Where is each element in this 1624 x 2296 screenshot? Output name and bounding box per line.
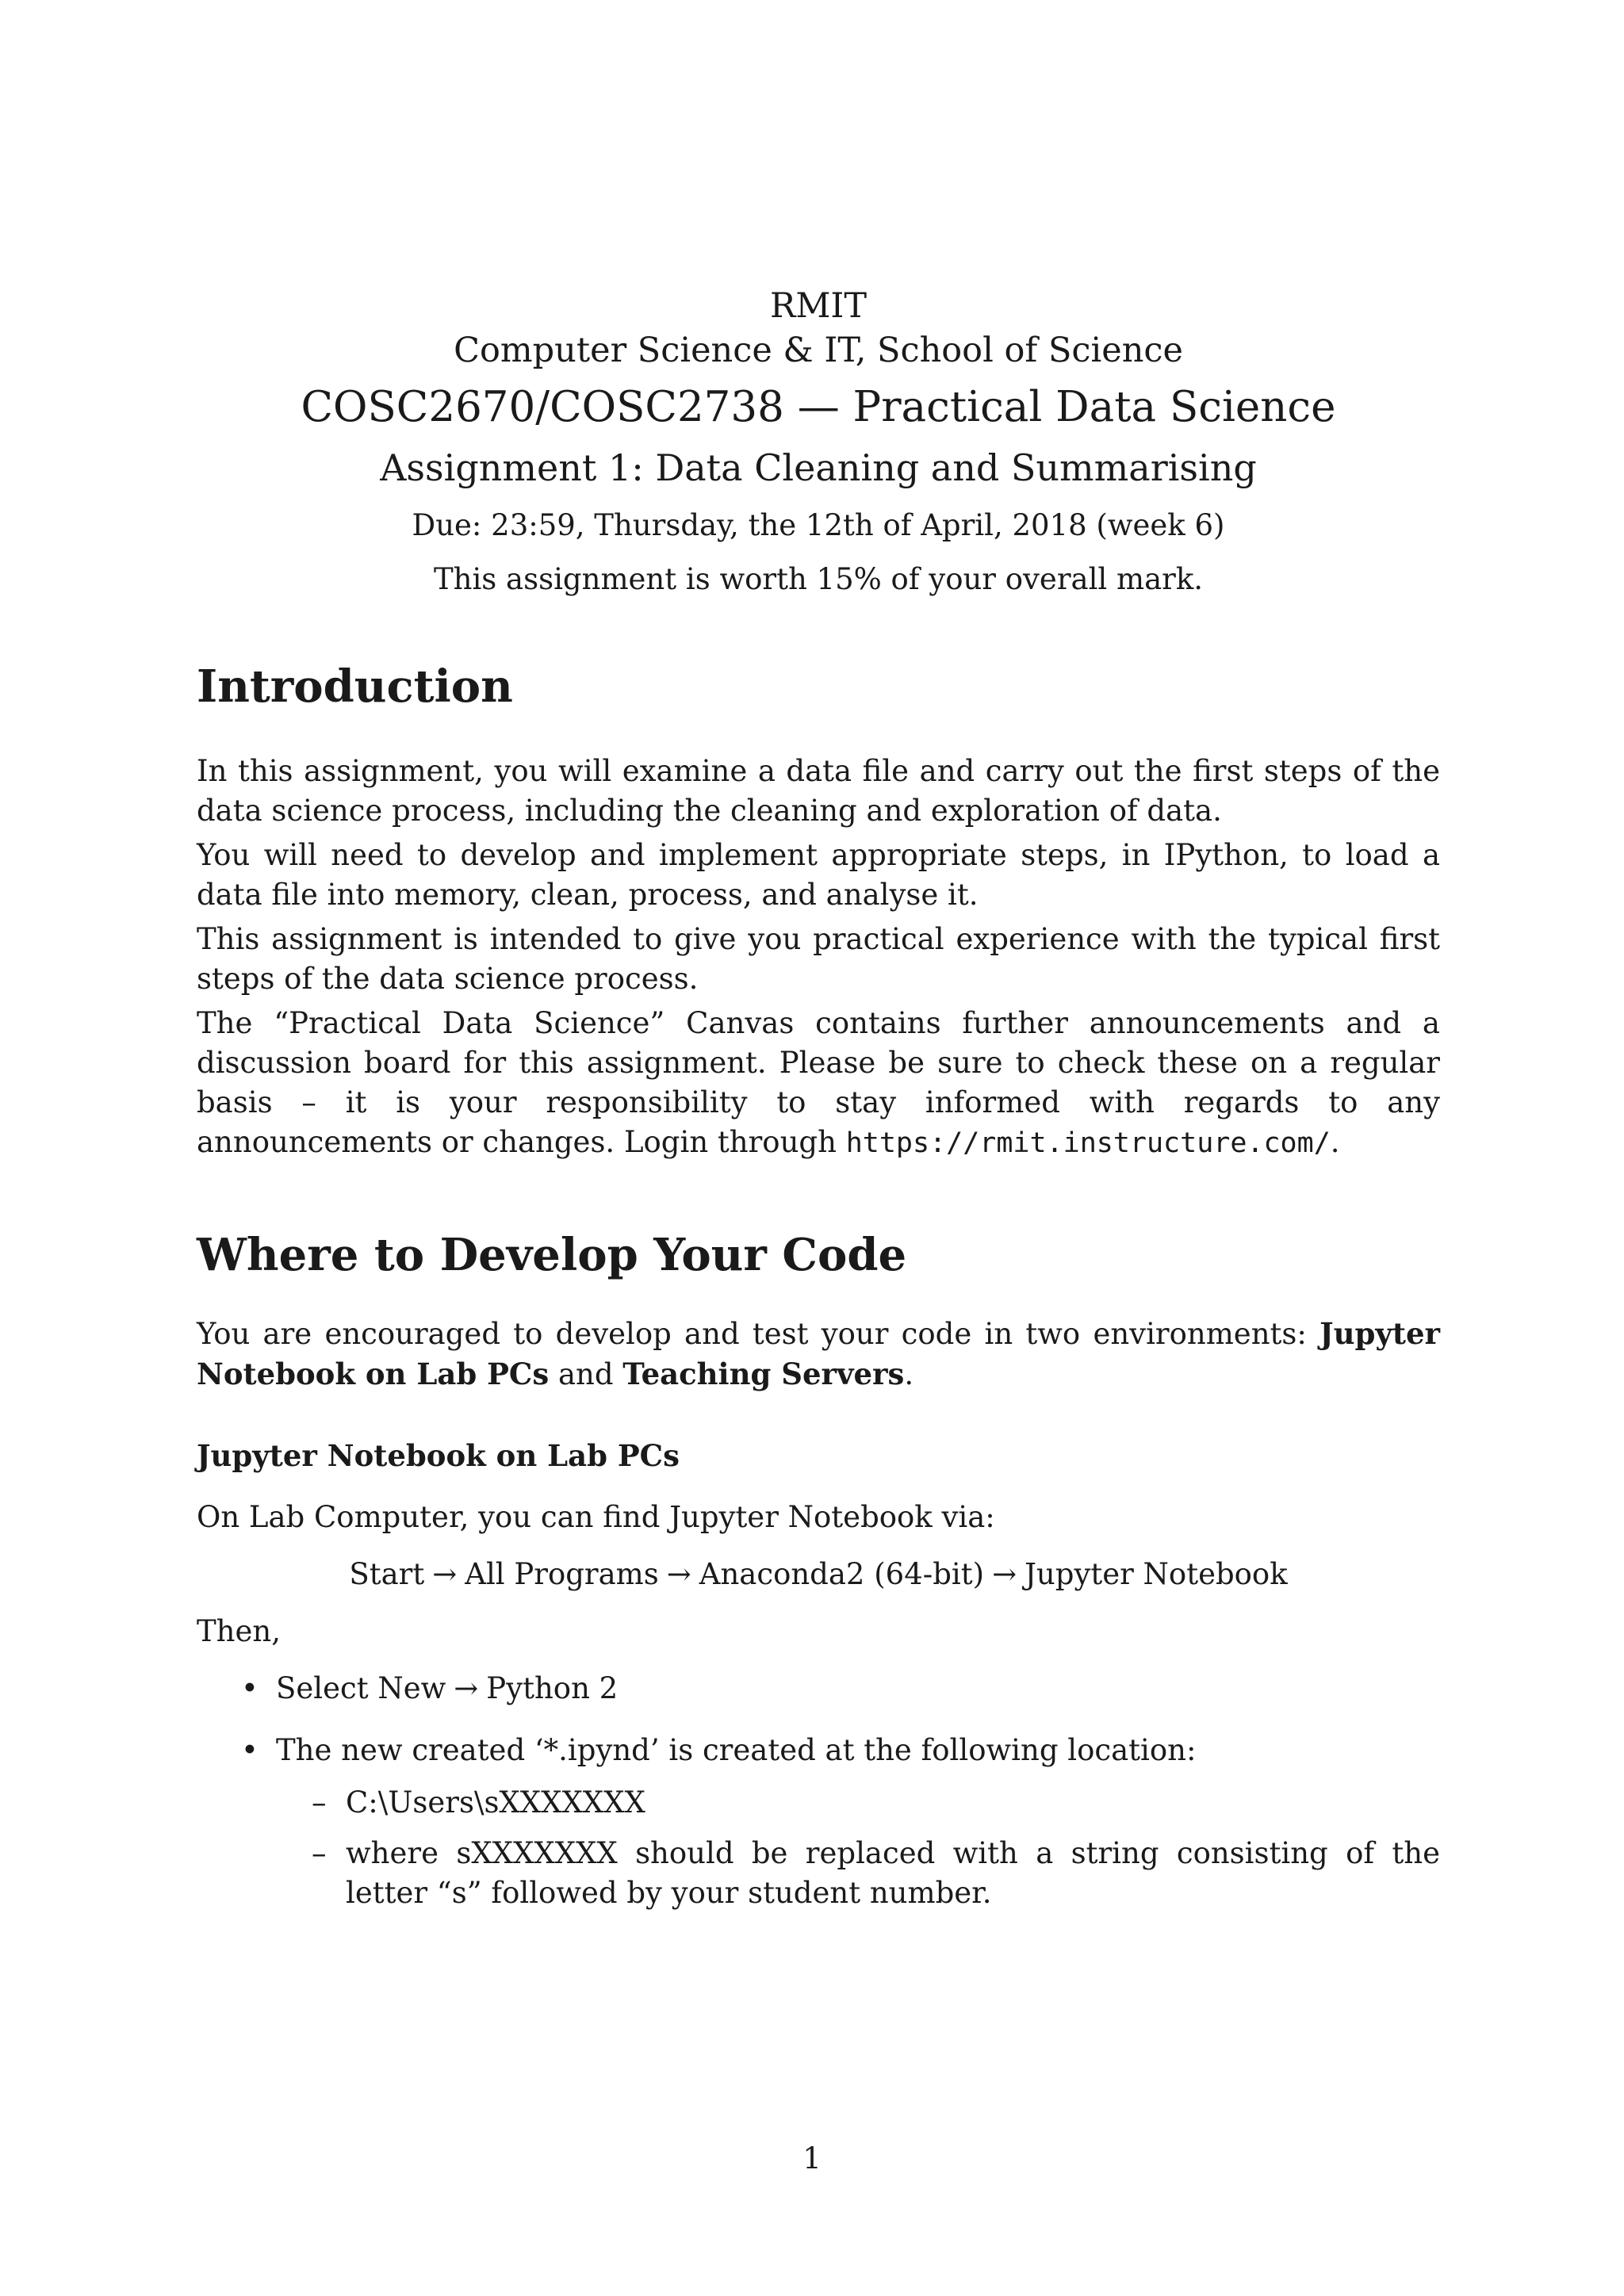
page-number: 1 [802,2141,822,2175]
location-path: C:\Users\sXXXXXXX [346,1785,645,1820]
list-item [197,1834,1440,1913]
dash-icon: – [312,1785,327,1820]
arrow-right-icon: → [454,1671,479,1705]
bullet-icon: • [241,1733,259,1767]
steps-list [197,1669,1440,1913]
arrow-right-icon: → [992,1557,1017,1591]
arrow-right-icon: → [666,1557,691,1591]
due-date: Due: 23:59, Thursday, the 12th of April, 2018 (week 6) [412,508,1225,542]
list-item [197,1783,1440,1823]
path-step-all-programs: All Programs [465,1557,659,1591]
develop-paragraph-and: and [557,1357,614,1391]
intro-paragraph-2: You will need to develop and implement appropriate steps, in IPython, to load a data file into memory, clean, process, and analyse it. [197,838,1440,912]
location-sublist [197,1783,1440,1913]
location-explanation: where sXXXXXXX should be replaced with a string consisting of the letter “s” followed by your student number. [346,1836,1440,1910]
document-page [197,285,1440,1913]
bullet-2-text: The new created ‘*.ipynd’ is created at the following location: [276,1733,1197,1767]
list-item [197,1731,1440,1913]
bullet-1-pre: Select New [276,1671,446,1705]
intro-paragraph-3: This assignment is intended to give you practical experience with the typical first steps of the data science process. [197,922,1440,996]
assignment-weight: This assignment is worth 15% of your overall mark. [433,562,1204,596]
institution-name: RMIT [769,286,868,326]
develop-paragraph [197,1314,1440,1395]
path-step-start: Start [349,1557,425,1591]
develop-heading: Where to Develop Your Code [197,1229,907,1281]
arrow-right-icon: → [432,1557,458,1591]
assignment-title: Assignment 1: Data Cleaning and Summarising [380,446,1257,489]
jupyter-subheading: Jupyter Notebook on Lab PCs [197,1438,680,1473]
intro-paragraph-4 [197,1004,1440,1163]
develop-paragraph-end: . [904,1357,914,1391]
course-title: COSC2670/COSC2738 — Practical Data Science [301,383,1336,431]
canvas-url-link[interactable]: https://rmit.instructure.com/ [845,1127,1331,1159]
environment-jupyter: Jupyter Notebook on Lab PCs [197,1316,1440,1391]
intro-paragraph-4-text: The “Practical Data Science” Canvas contains further announcements and a discussion board for this assignment. Please be sure to check these on a regular basis – it is your responsibility to stay informed with regards to any announcements or changes. Login through [197,1006,1440,1159]
intro-paragraph-4-end: . [1330,1125,1340,1159]
then-label: Then, [197,1614,281,1648]
bullet-icon: • [241,1671,259,1705]
introduction-heading: Introduction [197,660,513,713]
intro-paragraph-1: In this assignment, you will examine a data file and carry out the first steps of the data science process, including the cleaning and exploration of data. [197,754,1440,828]
menu-path [197,1555,1440,1594]
jupyter-intro: On Lab Computer, you can find Jupyter Notebook via: [197,1500,995,1534]
dash-icon: – [312,1836,327,1870]
path-step-jupyter: Jupyter Notebook [1025,1557,1288,1591]
list-item [197,1669,1440,1709]
environment-teaching-servers: Teaching Servers [622,1357,905,1391]
school-name: Computer Science & IT, School of Science [454,331,1183,370]
bullet-1-post: Python 2 [486,1671,619,1705]
path-step-anaconda: Anaconda2 (64-bit) [699,1557,985,1591]
develop-paragraph-intro: You are encouraged to develop and test your code in two environments: [197,1317,1307,1351]
title-block [197,285,1440,598]
